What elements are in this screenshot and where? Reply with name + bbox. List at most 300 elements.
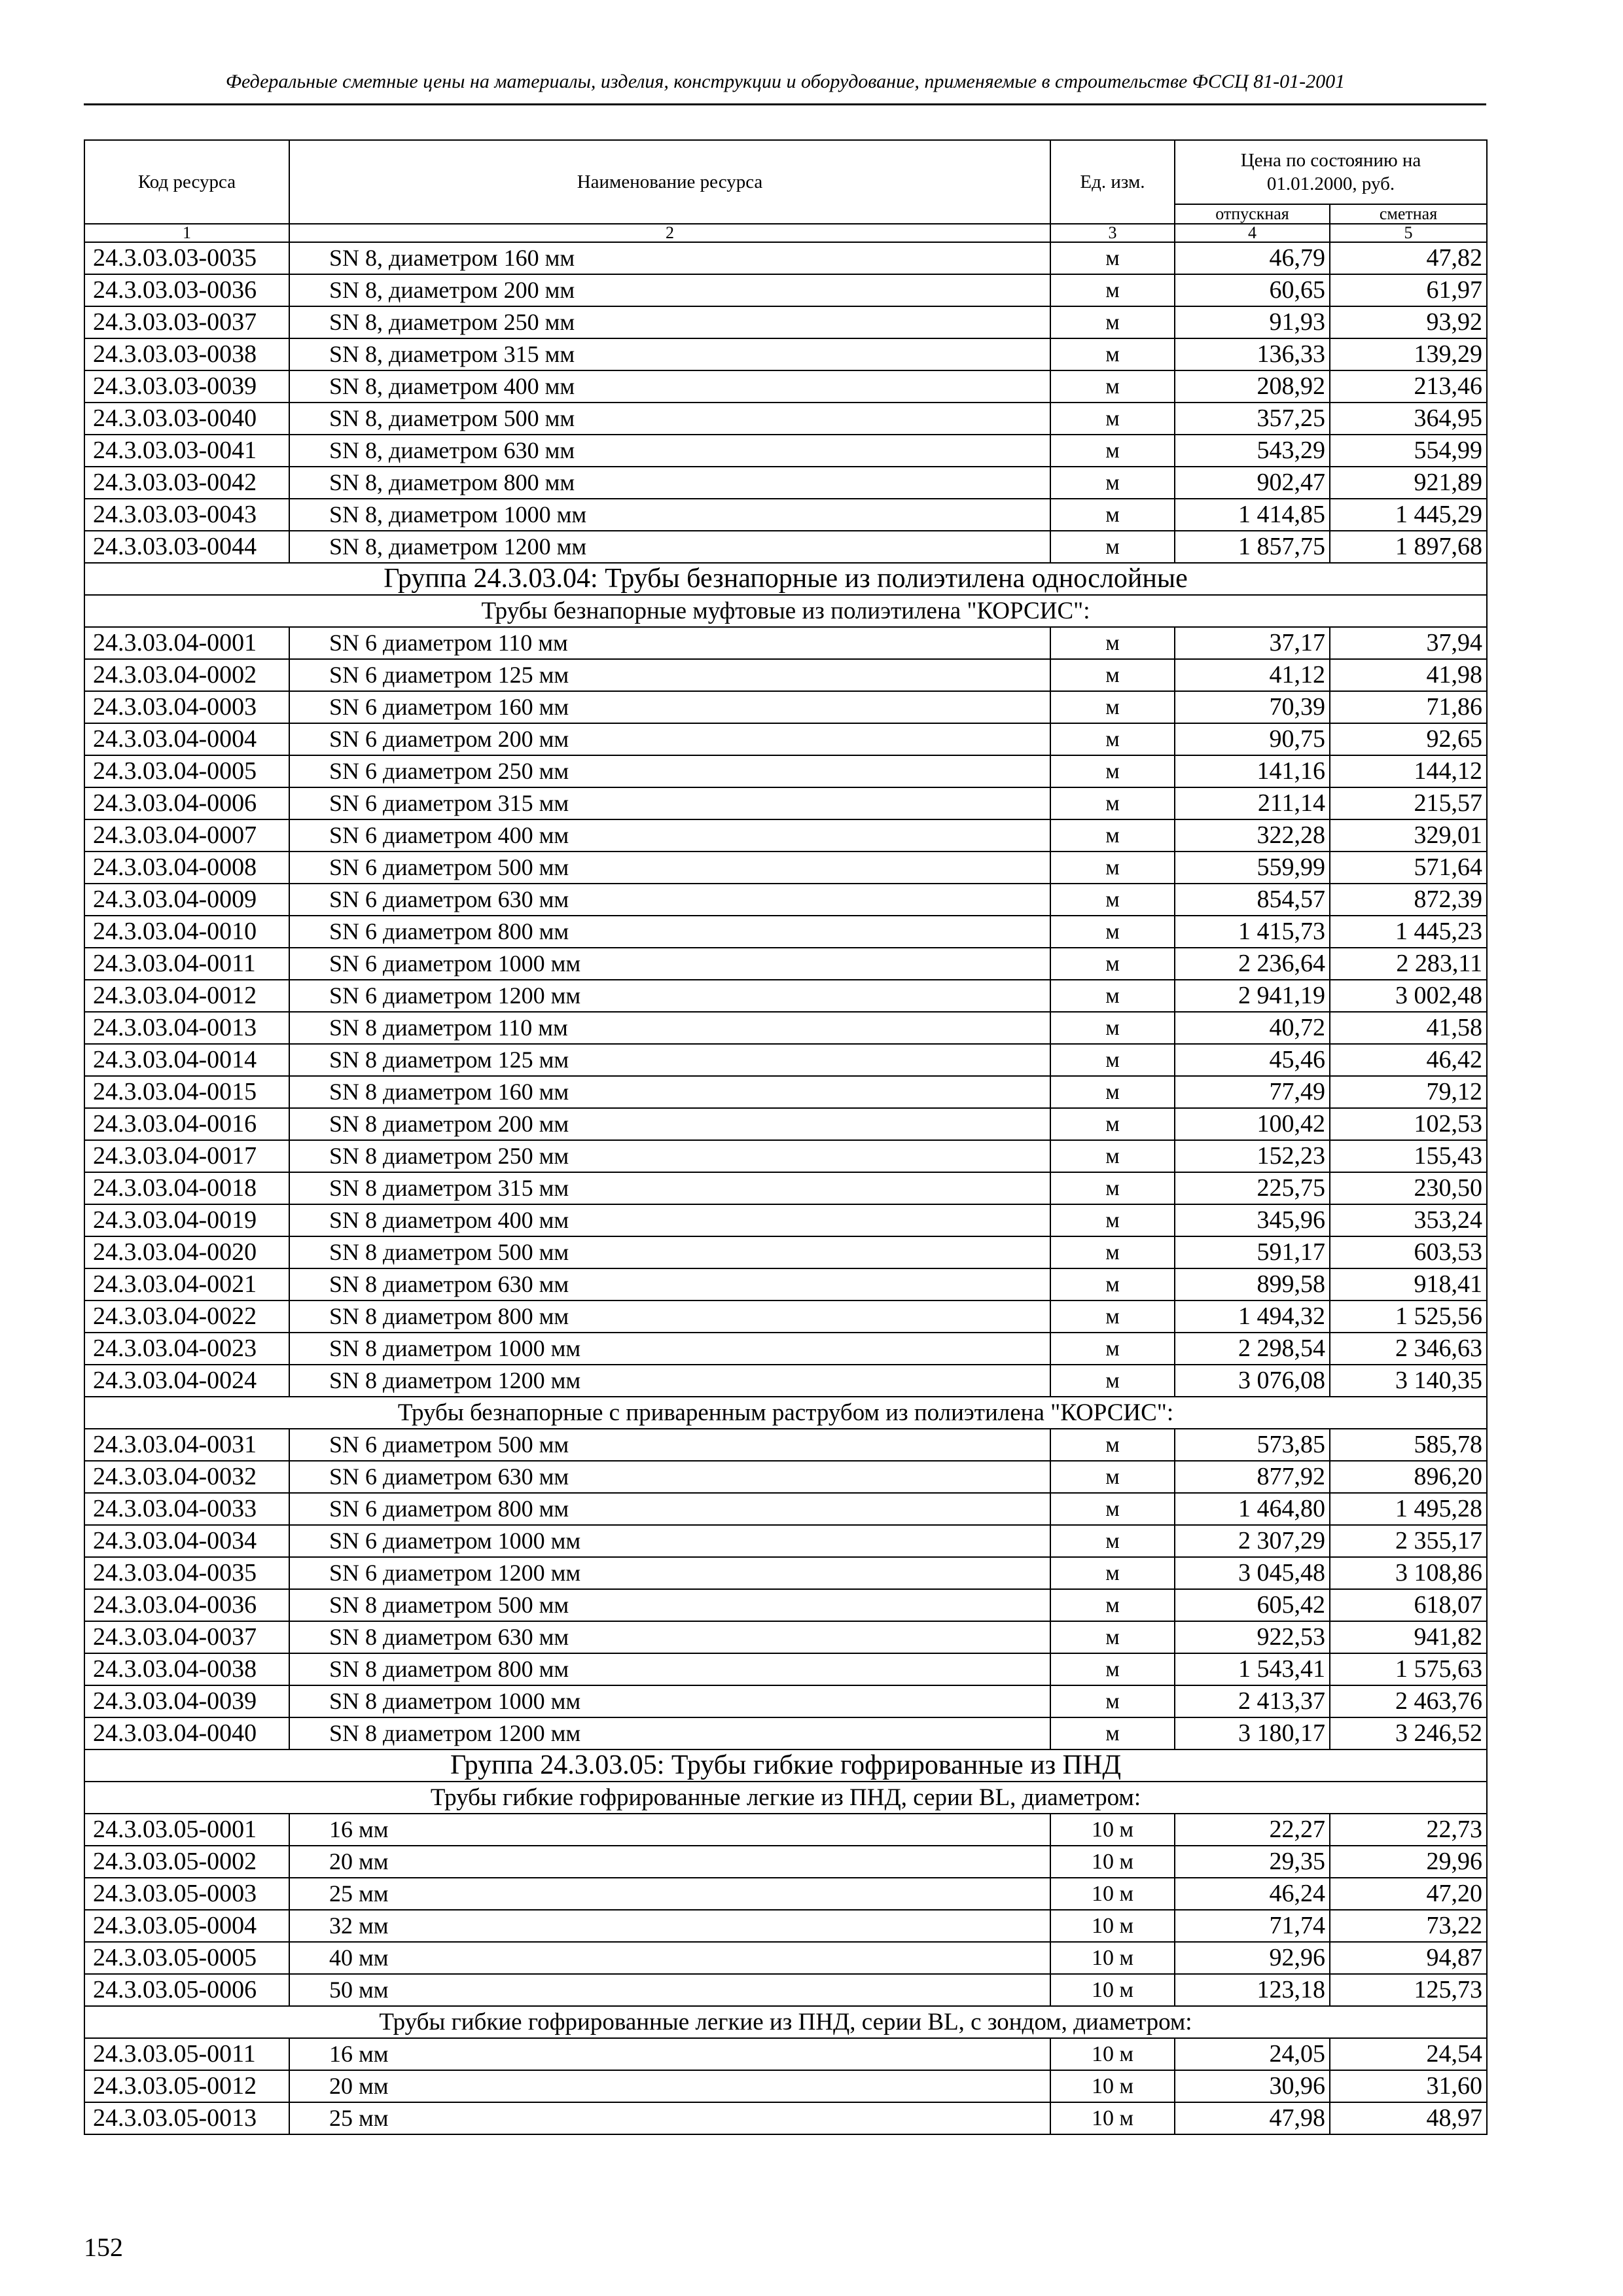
estimate-price-cell: 215,57 [1330,787,1487,819]
resource-code: 24.3.03.04-0039 [84,1685,289,1717]
estimate-price-cell: 618,07 [1330,1589,1487,1621]
resource-name: SN 8, диаметром 800 мм [289,467,1050,499]
resource-code: 24.3.03.04-0012 [84,980,289,1012]
release-price-cell: 136,33 [1175,338,1330,370]
resource-code: 24.3.03.04-0022 [84,1300,289,1333]
resource-code: 24.3.03.04-0031 [84,1429,289,1461]
unit-cell: 10 м [1050,1942,1175,1974]
resource-name: SN 8, диаметром 200 мм [289,274,1050,306]
resource-name: SN 6 диаметром 500 мм [289,852,1050,884]
release-price-cell: 46,24 [1175,1878,1330,1910]
resource-code: 24.3.03.04-0018 [84,1172,289,1204]
resource-name: SN 8 диаметром 1200 мм [289,1365,1050,1397]
resource-name: 32 мм [289,1910,1050,1942]
resource-name: SN 6 диаметром 1200 мм [289,1557,1050,1589]
release-price-cell: 90,75 [1175,723,1330,755]
table-row [84,980,1487,1012]
column-header-code: Код ресурса [84,140,289,224]
release-price-cell: 46,79 [1175,242,1330,274]
resource-code: 24.3.03.04-0040 [84,1717,289,1749]
resource-name: SN 8, диаметром 315 мм [289,338,1050,370]
table-row [84,787,1487,819]
unit-cell: 10 м [1050,1846,1175,1878]
resource-code: 24.3.03.05-0013 [84,2102,289,2134]
estimate-price-cell: 41,58 [1330,1012,1487,1044]
table-row [84,852,1487,884]
estimate-price-cell: 2 355,17 [1330,1525,1487,1557]
release-price-cell: 2 236,64 [1175,948,1330,980]
table-row [84,1621,1487,1653]
table-row [84,1268,1487,1300]
resource-code: 24.3.03.05-0004 [84,1910,289,1942]
resource-code: 24.3.03.03-0037 [84,306,289,338]
resource-code: 24.3.03.04-0016 [84,1108,289,1140]
table-row [84,1717,1487,1749]
resource-name: SN 8 диаметром 1000 мм [289,1685,1050,1717]
resource-name: SN 6 диаметром 315 мм [289,787,1050,819]
estimate-price-cell: 47,20 [1330,1878,1487,1910]
release-price-cell: 41,12 [1175,659,1330,691]
table-row [84,1846,1487,1878]
unit-cell: м [1050,274,1175,306]
resource-name: SN 6 диаметром 500 мм [289,1429,1050,1461]
resource-code: 24.3.03.04-0014 [84,1044,289,1076]
estimate-price-cell: 79,12 [1330,1076,1487,1108]
resource-name: SN 6 диаметром 1000 мм [289,948,1050,980]
release-price-cell: 211,14 [1175,787,1330,819]
resource-code: 24.3.03.05-0001 [84,1814,289,1846]
release-price-cell: 29,35 [1175,1846,1330,1878]
resource-code: 24.3.03.03-0035 [84,242,289,274]
table-row [84,948,1487,980]
column-number: 5 [1330,224,1487,242]
unit-cell: м [1050,467,1175,499]
resource-name: 20 мм [289,1846,1050,1878]
resource-name: SN 8, диаметром 160 мм [289,242,1050,274]
unit-cell: м [1050,1108,1175,1140]
release-price-cell: 45,46 [1175,1044,1330,1076]
estimate-price-cell: 31,60 [1330,2070,1487,2102]
resource-code: 24.3.03.04-0013 [84,1012,289,1044]
unit-cell: м [1050,1012,1175,1044]
unit-cell: 10 м [1050,2102,1175,2134]
table-row [84,1108,1487,1140]
resource-name: SN 8, диаметром 500 мм [289,403,1050,435]
resource-code: 24.3.03.03-0041 [84,435,289,467]
release-price-cell: 71,74 [1175,1910,1330,1942]
release-price-cell: 1 857,75 [1175,531,1330,563]
subgroup-heading: Трубы гибкие гофрированные легкие из ПНД, серии BL, с зондом, диаметром: [84,2006,1487,2038]
estimate-price-cell: 1 897,68 [1330,531,1487,563]
resource-code: 24.3.03.03-0040 [84,403,289,435]
release-price-cell: 208,92 [1175,370,1330,403]
table-row [84,691,1487,723]
table-row [84,531,1487,563]
subgroup-heading: Трубы безнапорные муфтовые из полиэтилена "КОРСИС": [84,595,1487,627]
resource-code: 24.3.03.03-0038 [84,338,289,370]
unit-cell: м [1050,1204,1175,1236]
group-heading-row [84,1749,1487,1782]
release-price-cell: 60,65 [1175,274,1330,306]
unit-cell: 10 м [1050,1878,1175,1910]
table-row [84,1589,1487,1621]
estimate-price-cell: 71,86 [1330,691,1487,723]
resource-name: SN 6 диаметром 630 мм [289,1461,1050,1493]
estimate-price-cell: 353,24 [1330,1204,1487,1236]
unit-cell: м [1050,499,1175,531]
column-number: 2 [289,224,1050,242]
table-row [84,755,1487,787]
estimate-price-cell: 2 283,11 [1330,948,1487,980]
unit-cell: м [1050,1236,1175,1268]
estimate-price-cell: 144,12 [1330,755,1487,787]
subgroup-heading: Трубы безнапорные с приваренным раструбом из полиэтилена "КОРСИС": [84,1397,1487,1429]
resource-code: 24.3.03.03-0042 [84,467,289,499]
unit-cell: м [1050,1685,1175,1717]
release-price-cell: 1 494,32 [1175,1300,1330,1333]
unit-cell: м [1050,338,1175,370]
unit-cell: 10 м [1050,1974,1175,2006]
resource-code: 24.3.03.05-0012 [84,2070,289,2102]
unit-cell: м [1050,1429,1175,1461]
resource-name: SN 8 диаметром 400 мм [289,1204,1050,1236]
resource-code: 24.3.03.04-0017 [84,1140,289,1172]
estimate-price-cell: 603,53 [1330,1236,1487,1268]
release-price-cell: 2 307,29 [1175,1525,1330,1557]
table-row [84,1461,1487,1493]
unit-cell: м [1050,1365,1175,1397]
resource-code: 24.3.03.05-0005 [84,1942,289,1974]
table-row [84,1814,1487,1846]
resource-code: 24.3.03.04-0004 [84,723,289,755]
release-price-cell: 91,93 [1175,306,1330,338]
resource-name: SN 8, диаметром 250 мм [289,306,1050,338]
resource-code: 24.3.03.04-0024 [84,1365,289,1397]
resource-name: SN 8 диаметром 800 мм [289,1300,1050,1333]
unit-cell: м [1050,1621,1175,1653]
release-price-cell: 77,49 [1175,1076,1330,1108]
release-price-cell: 1 414,85 [1175,499,1330,531]
resource-code: 24.3.03.04-0003 [84,691,289,723]
table-row [84,884,1487,916]
estimate-price-cell: 364,95 [1330,403,1487,435]
resource-code: 24.3.03.04-0006 [84,787,289,819]
unit-cell: м [1050,755,1175,787]
estimate-price-cell: 102,53 [1330,1108,1487,1140]
release-price-cell: 225,75 [1175,1172,1330,1204]
release-price-cell: 22,27 [1175,1814,1330,1846]
unit-cell: м [1050,1653,1175,1685]
unit-cell: м [1050,1461,1175,1493]
estimate-price-cell: 230,50 [1330,1172,1487,1204]
unit-cell: м [1050,1300,1175,1333]
estimate-price-cell: 93,92 [1330,306,1487,338]
table-row [84,1429,1487,1461]
resource-name: 20 мм [289,2070,1050,2102]
resource-code: 24.3.03.04-0037 [84,1621,289,1653]
estimate-price-cell: 1 495,28 [1330,1493,1487,1525]
resource-name: 25 мм [289,2102,1050,2134]
estimate-price-cell: 1 445,29 [1330,499,1487,531]
release-price-cell: 543,29 [1175,435,1330,467]
resource-name: SN 8, диаметром 1200 мм [289,531,1050,563]
unit-cell: 10 м [1050,1910,1175,1942]
estimate-price-cell: 48,97 [1330,2102,1487,2134]
unit-cell: м [1050,1268,1175,1300]
table-row [84,1525,1487,1557]
release-price-cell: 2 413,37 [1175,1685,1330,1717]
table-row [84,2102,1487,2134]
resource-code: 24.3.03.05-0006 [84,1974,289,2006]
table-row [84,1140,1487,1172]
resource-code: 24.3.03.04-0020 [84,1236,289,1268]
resource-name: SN 6 диаметром 200 мм [289,723,1050,755]
unit-cell: м [1050,1589,1175,1621]
resource-code: 24.3.03.04-0034 [84,1525,289,1557]
table-row [84,1878,1487,1910]
release-price-cell: 357,25 [1175,403,1330,435]
table-row [84,659,1487,691]
release-price-cell: 573,85 [1175,1429,1330,1461]
estimate-price-cell: 37,94 [1330,627,1487,659]
table-row [84,499,1487,531]
estimate-price-cell: 554,99 [1330,435,1487,467]
resource-name: SN 6 диаметром 800 мм [289,916,1050,948]
resource-name: SN 8 диаметром 500 мм [289,1236,1050,1268]
release-price-cell: 37,17 [1175,627,1330,659]
table-row [84,916,1487,948]
table-row [84,338,1487,370]
table-row [84,274,1487,306]
release-price-cell: 123,18 [1175,1974,1330,2006]
unit-cell: 10 м [1050,2038,1175,2070]
resource-code: 24.3.03.05-0002 [84,1846,289,1878]
table-row [84,2038,1487,2070]
release-price-cell: 1 415,73 [1175,916,1330,948]
table-row [84,306,1487,338]
unit-cell: м [1050,435,1175,467]
table-row [84,1044,1487,1076]
unit-cell: 10 м [1050,1814,1175,1846]
subgroup-heading-row [84,2006,1487,2038]
unit-cell: м [1050,306,1175,338]
unit-cell: м [1050,852,1175,884]
resource-name: SN 6 диаметром 630 мм [289,884,1050,916]
resource-code: 24.3.03.04-0033 [84,1493,289,1525]
table-row [84,1557,1487,1589]
release-price-cell: 605,42 [1175,1589,1330,1621]
estimate-price-cell: 61,97 [1330,274,1487,306]
resource-name: SN 8 диаметром 250 мм [289,1140,1050,1172]
estimate-price-cell: 1 575,63 [1330,1653,1487,1685]
release-price-cell: 3 180,17 [1175,1717,1330,1749]
estimate-price-cell: 3 246,52 [1330,1717,1487,1749]
unit-cell: м [1050,370,1175,403]
estimate-price-cell: 3 140,35 [1330,1365,1487,1397]
release-price-cell: 47,98 [1175,2102,1330,2134]
table-row [84,819,1487,852]
resource-name: SN 6 диаметром 400 мм [289,819,1050,852]
unit-cell: м [1050,691,1175,723]
resource-name: SN 8 диаметром 125 мм [289,1044,1050,1076]
unit-cell: м [1050,1172,1175,1204]
column-header-name: Наименование ресурса [289,140,1050,224]
unit-cell: м [1050,948,1175,980]
column-number: 4 [1175,224,1330,242]
estimate-price-cell: 896,20 [1330,1461,1487,1493]
estimate-price-cell: 921,89 [1330,467,1487,499]
release-price-cell: 3 076,08 [1175,1365,1330,1397]
release-price-cell: 345,96 [1175,1204,1330,1236]
resource-name: 40 мм [289,1942,1050,1974]
estimate-price-cell: 139,29 [1330,338,1487,370]
table-row [84,467,1487,499]
release-price-cell: 899,58 [1175,1268,1330,1300]
unit-cell: м [1050,531,1175,563]
estimate-price-cell: 571,64 [1330,852,1487,884]
resource-code: 24.3.03.04-0009 [84,884,289,916]
release-price-cell: 141,16 [1175,755,1330,787]
resource-name: SN 8 диаметром 500 мм [289,1589,1050,1621]
resource-name: 16 мм [289,1814,1050,1846]
estimate-price-cell: 918,41 [1330,1268,1487,1300]
estimate-price-cell: 73,22 [1330,1910,1487,1942]
resource-name: SN 6 диаметром 250 мм [289,755,1050,787]
resource-code: 24.3.03.04-0036 [84,1589,289,1621]
unit-cell: м [1050,884,1175,916]
resource-code: 24.3.03.03-0039 [84,370,289,403]
release-price-cell: 70,39 [1175,691,1330,723]
release-price-cell: 92,96 [1175,1942,1330,1974]
release-price-cell: 2 941,19 [1175,980,1330,1012]
table-row [84,1333,1487,1365]
resource-code: 24.3.03.04-0032 [84,1461,289,1493]
estimate-price-cell: 3 002,48 [1330,980,1487,1012]
table-row [84,1236,1487,1268]
unit-cell: м [1050,916,1175,948]
resource-name: SN 8 диаметром 1200 мм [289,1717,1050,1749]
unit-cell: м [1050,659,1175,691]
estimate-price-cell: 3 108,86 [1330,1557,1487,1589]
resource-name: SN 6 диаметром 1000 мм [289,1525,1050,1557]
unit-cell: м [1050,1557,1175,1589]
header-rule [84,103,1486,105]
unit-cell: м [1050,1333,1175,1365]
release-price-cell: 322,28 [1175,819,1330,852]
table-row [84,1012,1487,1044]
estimate-price-cell: 1 525,56 [1330,1300,1487,1333]
resource-code: 24.3.03.04-0038 [84,1653,289,1685]
table-row [84,1204,1487,1236]
release-price-cell: 1 464,80 [1175,1493,1330,1525]
unit-cell: м [1050,627,1175,659]
price-table [84,139,1488,2135]
group-heading: Группа 24.3.03.05: Трубы гибкие гофрированные из ПНД [84,1749,1487,1782]
table-row [84,1172,1487,1204]
column-header-price-group: Цена по состоянию на 01.01.2000, руб. [1175,140,1487,204]
column-number: 1 [84,224,289,242]
resource-code: 24.3.03.04-0005 [84,755,289,787]
unit-cell: м [1050,1525,1175,1557]
resource-name: SN 8, диаметром 630 мм [289,435,1050,467]
column-header-estimate-price: сметная [1330,204,1487,224]
release-price-cell: 40,72 [1175,1012,1330,1044]
release-price-cell: 24,05 [1175,2038,1330,2070]
resource-name: SN 8 диаметром 630 мм [289,1268,1050,1300]
estimate-price-cell: 585,78 [1330,1429,1487,1461]
table-row [84,627,1487,659]
release-price-cell: 1 543,41 [1175,1653,1330,1685]
column-header-release-price: отпускная [1175,204,1330,224]
table-row [84,435,1487,467]
resource-code: 24.3.03.04-0008 [84,852,289,884]
page-number: 152 [84,2233,123,2262]
estimate-price-cell: 94,87 [1330,1942,1487,1974]
unit-cell: м [1050,980,1175,1012]
unit-cell: м [1050,723,1175,755]
resource-code: 24.3.03.04-0001 [84,627,289,659]
subgroup-heading-row [84,595,1487,627]
unit-cell: 10 м [1050,2070,1175,2102]
resource-code: 24.3.03.03-0044 [84,531,289,563]
estimate-price-cell: 125,73 [1330,1974,1487,2006]
table-row [84,1300,1487,1333]
release-price-cell: 902,47 [1175,467,1330,499]
resource-name: SN 8, диаметром 400 мм [289,370,1050,403]
subgroup-heading-row [84,1782,1487,1814]
table-row [84,1974,1487,2006]
table-row [84,1685,1487,1717]
unit-cell: м [1050,1076,1175,1108]
price-table-body [84,242,1487,2134]
column-header-unit: Ед. изм. [1050,140,1175,224]
estimate-price-cell: 92,65 [1330,723,1487,755]
table-row [84,1653,1487,1685]
estimate-price-cell: 329,01 [1330,819,1487,852]
table-row [84,1365,1487,1397]
resource-code: 24.3.03.03-0036 [84,274,289,306]
resource-name: SN 6 диаметром 1200 мм [289,980,1050,1012]
release-price-cell: 854,57 [1175,884,1330,916]
resource-name: 50 мм [289,1974,1050,2006]
estimate-price-cell: 22,73 [1330,1814,1487,1846]
unit-cell: м [1050,1493,1175,1525]
unit-cell: м [1050,1140,1175,1172]
unit-cell: м [1050,403,1175,435]
resource-name: SN 6 диаметром 160 мм [289,691,1050,723]
resource-code: 24.3.03.04-0021 [84,1268,289,1300]
subgroup-heading-row [84,1397,1487,1429]
release-price-cell: 3 045,48 [1175,1557,1330,1589]
estimate-price-cell: 24,54 [1330,2038,1487,2070]
resource-name: SN 8 диаметром 630 мм [289,1621,1050,1653]
group-heading: Группа 24.3.03.04: Трубы безнапорные из полиэтилена однослойные [84,563,1487,595]
unit-cell: м [1050,1717,1175,1749]
table-row [84,242,1487,274]
resource-name: SN 6 диаметром 125 мм [289,659,1050,691]
unit-cell: м [1050,1044,1175,1076]
estimate-price-cell: 941,82 [1330,1621,1487,1653]
table-row [84,370,1487,403]
table-row [84,403,1487,435]
resource-code: 24.3.03.04-0011 [84,948,289,980]
estimate-price-cell: 155,43 [1330,1140,1487,1172]
resource-code: 24.3.03.05-0011 [84,2038,289,2070]
resource-name: SN 6 диаметром 800 мм [289,1493,1050,1525]
release-price-cell: 152,23 [1175,1140,1330,1172]
unit-cell: м [1050,787,1175,819]
estimate-price-cell: 2 346,63 [1330,1333,1487,1365]
